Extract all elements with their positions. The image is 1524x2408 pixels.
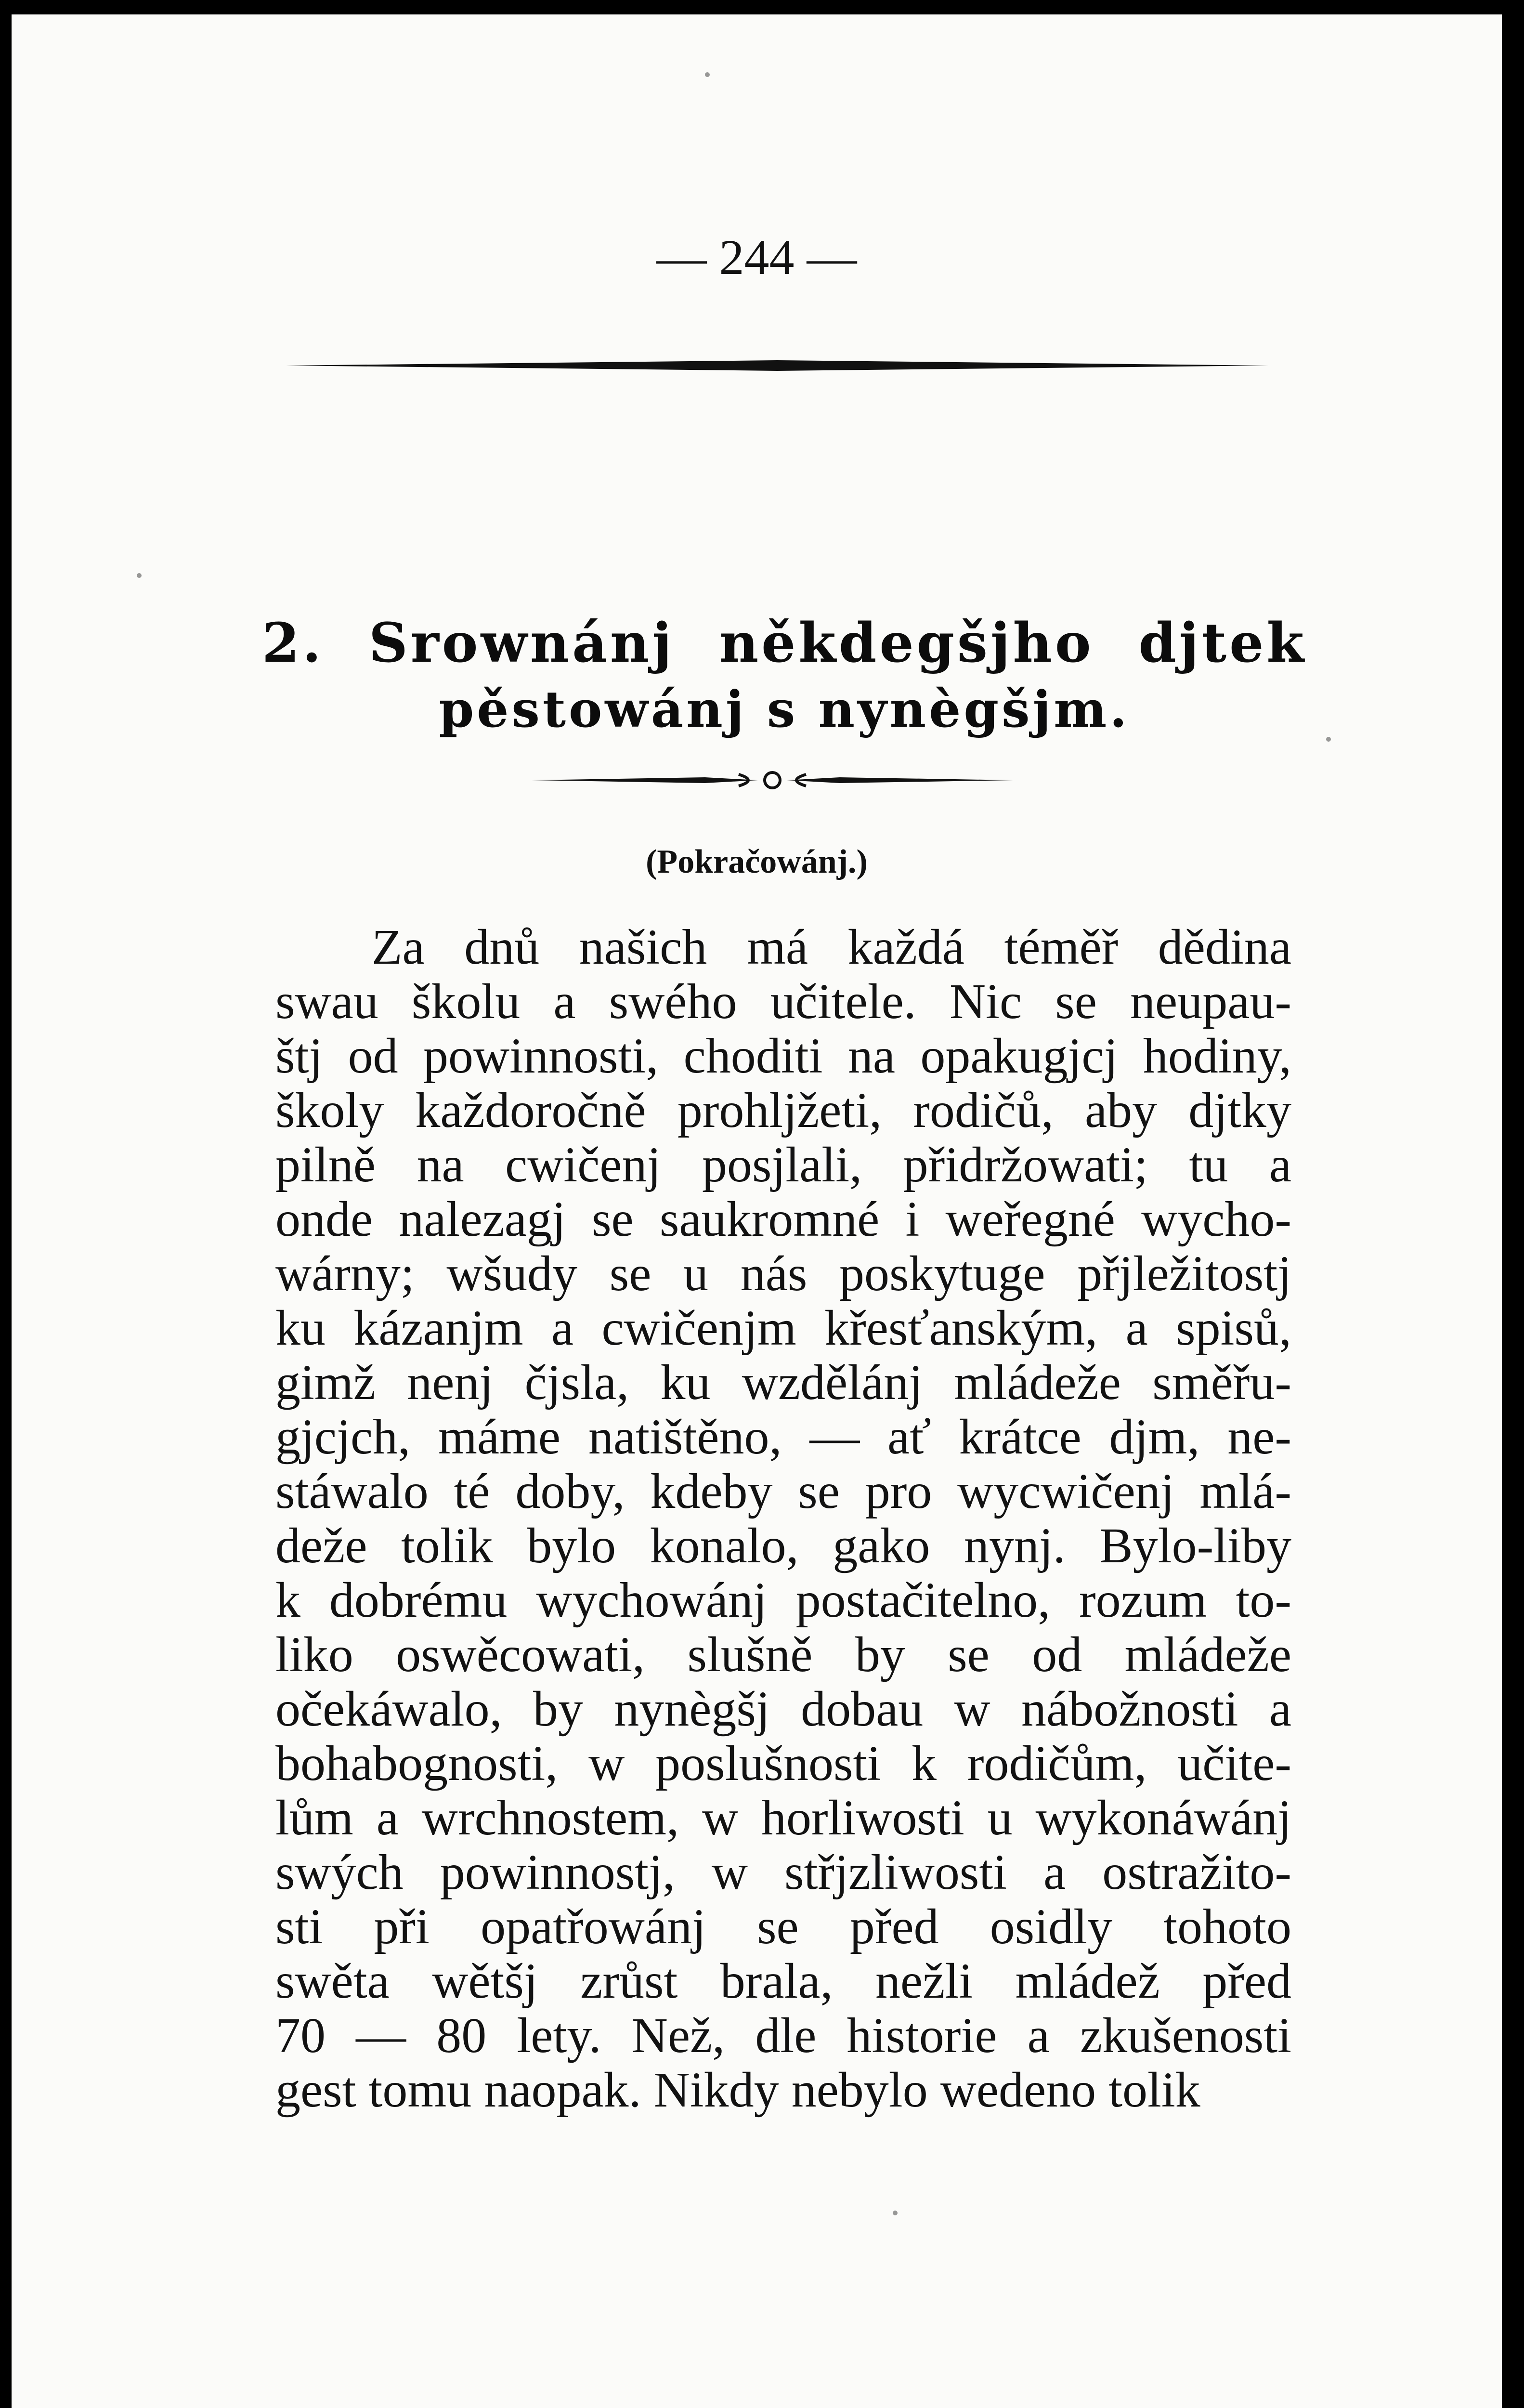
continued-note: (Pokračowánj.) — [646, 843, 868, 880]
body-line: bohabognosti, w poslušnosti k rodičům, učite- — [275, 1736, 1291, 1791]
section-title — [262, 612, 1307, 739]
page-number: — 244 — — [656, 230, 857, 285]
paper-speck — [1326, 737, 1331, 742]
body-line: pilně na cwičenj posjlali, přidržowati; tu a — [275, 1137, 1291, 1192]
body-line: k dobrému wychowánj postačitelno, rozum to- — [275, 1572, 1291, 1628]
body-line: gjcjch, máme natištěno, — ať krátce djm, ne- — [275, 1409, 1291, 1465]
body-line: Za dnů našich má každá téměř dědina — [372, 919, 1291, 975]
body-line: lům a wrchnostem, w horliwosti u wykonáwánj — [275, 1790, 1291, 1845]
body-line: sti při opatřowánj se před osidly tohoto — [275, 1899, 1291, 1954]
body-line: swěta wětšj zrůst brala, nežli mládež před — [275, 1953, 1291, 2009]
body-text — [275, 920, 1291, 2117]
title-word-2: někdegšjho — [719, 612, 1094, 675]
body-line: ku kázanjm a cwičenjm křesťanským, a spisů, — [275, 1300, 1291, 1356]
ornament-divider — [532, 766, 1013, 795]
body-line: swých powinnostj, w střjzliwosti a ostražito- — [275, 1845, 1291, 1900]
header-rule — [286, 360, 1268, 371]
body-line: onde nalezagj se saukromné i weřegné wycho- — [275, 1191, 1291, 1247]
body-line: stáwalo té doby, kdeby se pro wycwičenj mlá- — [275, 1464, 1291, 1519]
body-line: deže tolik bylo konalo, gako nynj. Bylo-liby — [275, 1518, 1291, 1573]
body-line: liko oswěcowati, slušně by se od mládeže — [275, 1627, 1291, 1682]
paper-speck — [893, 2211, 898, 2215]
title-word-3: djtek — [1138, 612, 1307, 675]
title-line-1 — [262, 612, 1307, 675]
body-line: 70 — 80 lety. Než, dle historie a zkušenosti — [275, 2008, 1291, 2063]
body-line: gest tomu naopak. Nikdy nebylo wedeno tolik — [275, 2062, 1200, 2118]
title-word-1: Srownánj — [368, 612, 675, 675]
title-line-2: pěstowánj s nynègšjm. — [439, 680, 1130, 739]
body-line: wárny; wšudy se u nás poskytuge přjležitostj — [275, 1246, 1291, 1301]
body-line: gimž nenj čjsla, ku wzdělánj mládeže směřu- — [275, 1355, 1291, 1410]
paper-sheet — [12, 14, 1502, 2408]
body-line: štj od powinnosti, choditi na opakugjcj hodiny, — [275, 1028, 1291, 1084]
section-number: 2. — [262, 612, 324, 675]
body-line: školy každoročně prohljžeti, rodičů, aby djtky — [275, 1083, 1291, 1138]
paper-speck — [705, 72, 710, 77]
body-line: swau školu a swého učitele. Nic se neupau- — [275, 974, 1291, 1029]
body-line: očekáwalo, by nynègšj dobau w nábožnosti a — [275, 1681, 1291, 1737]
paper-speck — [137, 573, 142, 578]
